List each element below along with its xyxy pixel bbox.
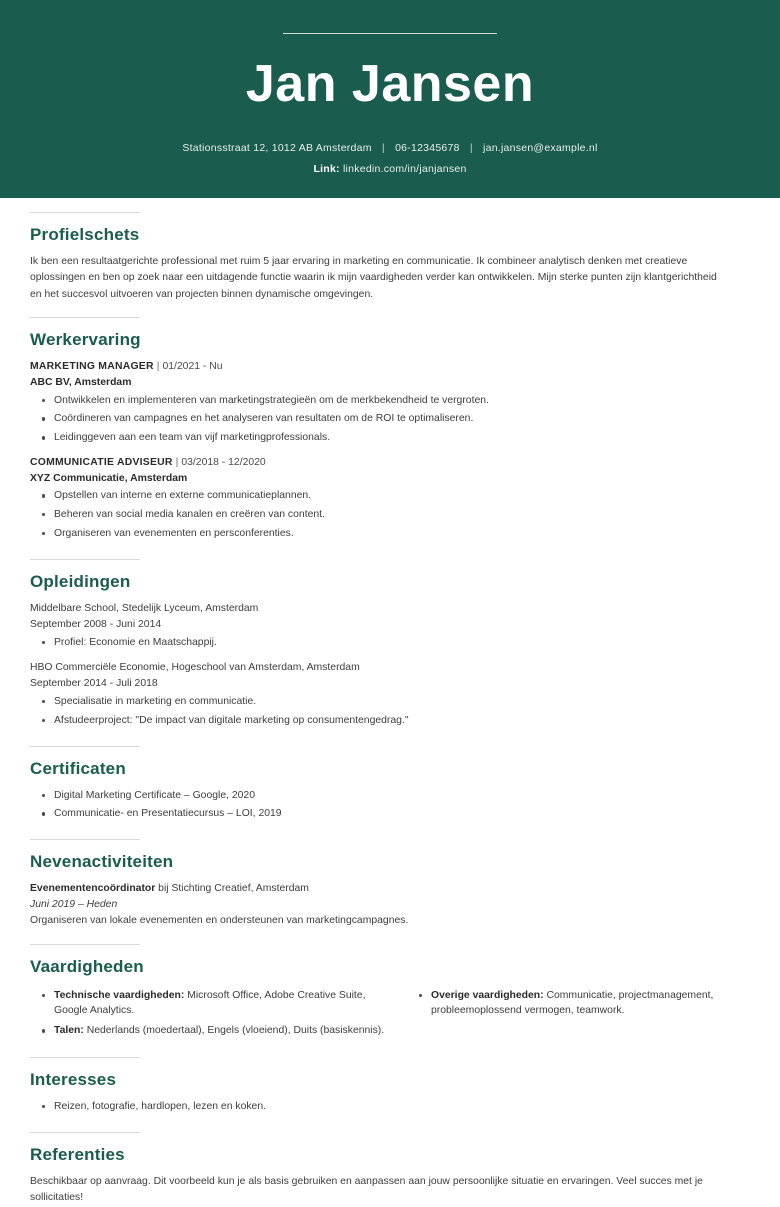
- resume-header: [0, 0, 780, 198]
- job-company: XYZ Communicatie, Amsterdam: [30, 472, 188, 484]
- resume-body: [0, 198, 780, 1207]
- job-title: COMMUNICATIE ADVISEUR: [30, 456, 173, 468]
- skills-list-left: [30, 988, 389, 1039]
- list-item: [30, 1023, 389, 1039]
- section-divider: [30, 1057, 140, 1058]
- skills-column-left: [30, 986, 389, 1043]
- section-title-experience: Werkervaring: [30, 330, 141, 350]
- list-item: Coördineren van campagnes en het analyseren van resultaten om de ROI te optimaliseren.: [30, 411, 748, 427]
- section-divider: [30, 559, 140, 560]
- section-divider: [30, 839, 140, 840]
- section-extracurricular: [30, 825, 748, 929]
- list-item: Ontwikkelen en implementeren van marketingstrategieën om de merkbekendheid te vergroten.: [30, 393, 748, 409]
- section-divider: [30, 944, 140, 945]
- skill-label: Talen:: [54, 1025, 84, 1037]
- contact-address: Stationsstraat 12, 1012 AB Amsterdam: [182, 142, 372, 155]
- education-dates: September 2008 - Juni 2014: [30, 618, 162, 630]
- list-item: Communicatie- en Presentatiecursus – LOI, 2019: [30, 806, 748, 822]
- education-school: Middelbare School, Stedelijk Lyceum, Amsterdam: [30, 602, 259, 614]
- list-item: Beheren van social media kanalen en creëren van content.: [30, 507, 748, 523]
- skill-label: Overige vaardigheden:: [431, 989, 544, 1001]
- section-certificates: [30, 732, 748, 823]
- job-separator: |: [175, 456, 179, 468]
- section-divider: [30, 317, 140, 318]
- section-references: [30, 1118, 748, 1207]
- link-line: [0, 163, 780, 175]
- header-divider: [283, 33, 497, 34]
- section-interests: [30, 1043, 748, 1115]
- section-education: [30, 545, 748, 729]
- section-title-skills: Vaardigheden: [30, 956, 144, 976]
- section-profile: [30, 198, 748, 303]
- section-divider: [30, 212, 140, 213]
- section-title-certificates: Certificaten: [30, 758, 126, 778]
- section-title-extracurricular: Nevenactiviteiten: [30, 852, 174, 872]
- education-details: [30, 635, 748, 651]
- education-item: [30, 601, 748, 651]
- profile-text: Ik ben een resultaatgerichte professional met ruim 5 jaar ervaring in marketing en communicatie. Ik combineer analytisch denken met creatieve oplossingen en ben op zoek naar een uitdagende functie waarin ik mijn vaardigheden verder kan ontwikkelen. Mijn sterke punten zijn klantgerichtheid en het succesvol uitvoeren van projecten binnen dynamische omgevingen.: [30, 256, 717, 300]
- experience-item: [30, 455, 748, 542]
- extracurricular-description: Organiseren van lokale evenementen en ondersteunen van marketingcampagnes.: [30, 915, 409, 927]
- list-item: Afstudeerproject: "De impact van digitale marketing op consumentengedrag.": [30, 713, 748, 729]
- job-dates: 03/2018 - 12/2020: [181, 456, 266, 468]
- experience-item: [30, 359, 748, 446]
- section-experience: [30, 303, 748, 541]
- list-item: Specialisatie in marketing en communicatie.: [30, 694, 748, 710]
- job-separator: |: [156, 361, 160, 373]
- list-item: Profiel: Economie en Maatschappij.: [30, 635, 748, 651]
- section-title-education: Opleidingen: [30, 571, 131, 591]
- section-skills: [30, 930, 748, 1043]
- certificates-list: [30, 788, 748, 823]
- job-title: MARKETING MANAGER: [30, 361, 154, 373]
- list-item: Leidinggeven aan een team van vijf marketingprofessionals.: [30, 430, 748, 446]
- job-header: [30, 455, 748, 471]
- section-divider: [30, 746, 140, 747]
- list-item: Reizen, fotografie, hardlopen, lezen en koken.: [30, 1099, 748, 1115]
- contact-separator-1: |: [381, 142, 385, 155]
- contact-line: [0, 142, 780, 154]
- extracurricular-org: bij Stichting Creatief, Amsterdam: [155, 883, 309, 895]
- section-divider: [30, 1132, 140, 1133]
- contact-email[interactable]: jan.jansen@example.nl: [483, 142, 598, 155]
- skill-value: Nederlands (moedertaal), Engels (vloeiend), Duits (basiskennis).: [83, 1025, 385, 1037]
- section-title-references: Referenties: [30, 1144, 125, 1164]
- job-responsibilities: [30, 488, 748, 541]
- skill-value: Microsoft Office, Adobe Creative Suite, Google Analytics.: [54, 989, 366, 1017]
- education-school: HBO Commerciële Economie, Hogeschool van Amsterdam, Amsterdam: [30, 661, 360, 673]
- link-label: Link:: [313, 163, 340, 176]
- skill-label: Technische vaardigheden:: [54, 989, 185, 1001]
- section-title-profile: Profielschets: [30, 225, 140, 244]
- linkedin-url[interactable]: linkedin.com/in/janjansen: [342, 163, 467, 176]
- skills-list-right: [407, 988, 748, 1020]
- interests-list: [30, 1099, 748, 1115]
- skill-value: Communicatie, projectmanagement, probleemoplossend vermogen, teamwork.: [431, 989, 714, 1017]
- extracurricular-role: [30, 881, 748, 897]
- list-item: Digital Marketing Certificate – Google, 2020: [30, 788, 748, 804]
- list-item: Organiseren van evenementen en persconferenties.: [30, 526, 748, 542]
- job-responsibilities: [30, 393, 748, 446]
- extracurricular-dates: Juni 2019 – Heden: [30, 899, 118, 911]
- education-details: [30, 694, 748, 729]
- candidate-name: Jan Jansen: [245, 55, 535, 113]
- extracurricular-role-name: Evenementencoördinator: [30, 883, 156, 895]
- job-company: ABC BV, Amsterdam: [30, 376, 132, 388]
- list-item: Opstellen van interne en externe communicatieplannen.: [30, 488, 748, 504]
- section-title-interests: Interesses: [30, 1070, 117, 1089]
- skills-columns: [30, 986, 748, 1043]
- contact-phone[interactable]: 06-12345678: [395, 142, 460, 155]
- job-header: [30, 359, 748, 375]
- job-dates: 01/2021 - Nu: [162, 361, 223, 373]
- list-item: [30, 988, 389, 1020]
- contact-separator-2: |: [469, 142, 473, 155]
- references-text: Beschikbaar op aanvraag. Dit voorbeeld kun je als basis gebruiken en aanpassen aan jouw persoonlijke situatie en ervaringen. Veel succes met je sollicitaties!: [30, 1175, 703, 1204]
- education-item: [30, 660, 748, 729]
- list-item: [407, 988, 748, 1020]
- education-dates: September 2014 - Juli 2018: [30, 677, 158, 689]
- skills-column-right: [389, 986, 748, 1043]
